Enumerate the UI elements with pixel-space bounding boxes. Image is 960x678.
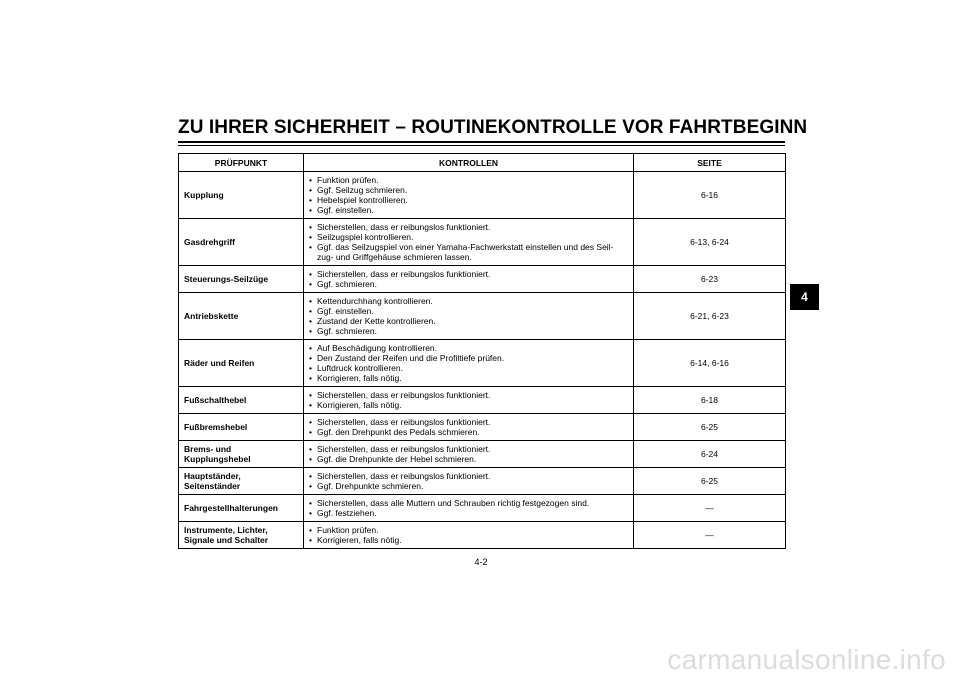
row-page-ref: 6-24 — [634, 441, 786, 468]
check-list — [309, 525, 628, 545]
check-list — [309, 390, 628, 410]
table-row — [179, 172, 786, 219]
chapter-tab — [790, 284, 819, 310]
chapter-tab-label: 4 — [801, 290, 808, 304]
row-page-ref: 6-25 — [634, 414, 786, 441]
row-checks — [304, 172, 634, 219]
check-item: • Zustand der Kette kontrollieren. — [309, 316, 628, 326]
check-item: • Hebelspiel kontrollieren. — [309, 195, 628, 205]
row-item-label: Fußbremshebel — [179, 414, 304, 441]
row-item-label: Antriebskette — [179, 293, 304, 340]
check-list — [309, 471, 628, 491]
table-row — [179, 522, 786, 549]
row-item-label: Steuerungs-Seilzüge — [179, 266, 304, 293]
table-body — [179, 172, 786, 549]
check-item: • Ggf. einstellen. — [309, 205, 628, 215]
check-list — [309, 343, 628, 383]
row-item-label: Räder und Reifen — [179, 340, 304, 387]
table-row — [179, 495, 786, 522]
check-list — [309, 269, 628, 289]
check-item: • Sicherstellen, dass er reibungslos funktioniert. — [309, 390, 628, 400]
page-title: ZU IHRER SICHERHEIT – ROUTINEKONTROLLE VOR FAHRTBEGINN — [178, 117, 808, 138]
row-checks — [304, 266, 634, 293]
row-checks — [304, 441, 634, 468]
check-item: • Sicherstellen, dass er reibungslos funktioniert. — [309, 222, 628, 232]
row-page-ref: — — [634, 495, 786, 522]
check-list — [309, 498, 628, 518]
row-item-label: Fußschalthebel — [179, 387, 304, 414]
check-item: • Korrigieren, falls nötig. — [309, 373, 628, 383]
table-row — [179, 219, 786, 266]
table-row — [179, 387, 786, 414]
row-item-label: Fahrgestellhalterungen — [179, 495, 304, 522]
row-checks — [304, 387, 634, 414]
check-item: • Korrigieren, falls nötig. — [309, 400, 628, 410]
table-row — [179, 441, 786, 468]
row-page-ref: 6-14, 6-16 — [634, 340, 786, 387]
row-checks — [304, 340, 634, 387]
check-item: • Auf Beschädigung kontrollieren. — [309, 343, 628, 353]
check-item: • Korrigieren, falls nötig. — [309, 535, 628, 545]
check-item: • Ggf. das Seilzugspiel von einer Yamaha-Fachwerkstatt einstellen und des Seil-zug- und Griffgehäuse schmieren lassen. — [309, 242, 628, 262]
row-page-ref: 6-16 — [634, 172, 786, 219]
row-page-ref: — — [634, 522, 786, 549]
check-item: • Seilzugspiel kontrollieren. — [309, 232, 628, 242]
row-checks — [304, 468, 634, 495]
table-row — [179, 414, 786, 441]
row-page-ref: 6-25 — [634, 468, 786, 495]
check-item: • Sicherstellen, dass er reibungslos funktioniert. — [309, 444, 628, 454]
check-item: • Luftdruck kontrollieren. — [309, 363, 628, 373]
check-list — [309, 296, 628, 336]
check-item: • Sicherstellen, dass er reibungslos funktioniert. — [309, 471, 628, 481]
row-checks — [304, 219, 634, 266]
routine-check-table — [178, 153, 786, 549]
row-page-ref: 6-13, 6-24 — [634, 219, 786, 266]
row-checks — [304, 414, 634, 441]
row-page-ref: 6-23 — [634, 266, 786, 293]
row-item-label: Brems- und Kupplungshebel — [179, 441, 304, 468]
table-row — [179, 266, 786, 293]
check-item: • Ggf. Seilzug schmieren. — [309, 185, 628, 195]
check-item: • Funktion prüfen. — [309, 525, 628, 535]
row-checks — [304, 293, 634, 340]
check-item: • Den Zustand der Reifen und die Profiltiefe prüfen. — [309, 353, 628, 363]
check-item: • Ggf. schmieren. — [309, 326, 628, 336]
table-row — [179, 293, 786, 340]
row-item-label: Hauptständer, Seitenständer — [179, 468, 304, 495]
check-item: • Ggf. den Drehpunkt des Pedals schmieren. — [309, 427, 628, 437]
check-item: • Ggf. die Drehpunkte der Hebel schmieren. — [309, 454, 628, 464]
check-list — [309, 175, 628, 215]
check-item: • Ggf. festziehen. — [309, 508, 628, 518]
table-header-row — [179, 154, 786, 172]
page-number: 4-2 — [474, 557, 488, 567]
check-item: • Sicherstellen, dass er reibungslos funktioniert. — [309, 269, 628, 279]
watermark: carmanualsonline.info — [667, 644, 946, 675]
check-item: • Kettendurchhang kontrollieren. — [309, 296, 628, 306]
title-rule — [178, 141, 785, 143]
row-item-label: Gasdrehgriff — [179, 219, 304, 266]
row-page-ref: 6-18 — [634, 387, 786, 414]
check-item: • Ggf. schmieren. — [309, 279, 628, 289]
check-item: • Sicherstellen, dass alle Muttern und Schrauben richtig festgezogen sind. — [309, 498, 628, 508]
row-page-ref: 6-21, 6-23 — [634, 293, 786, 340]
check-item: • Ggf. Drehpunkte schmieren. — [309, 481, 628, 491]
check-list — [309, 444, 628, 464]
row-checks — [304, 522, 634, 549]
header-checks: KONTROLLEN — [304, 154, 634, 172]
check-list — [309, 417, 628, 437]
table-row — [179, 340, 786, 387]
header-page: SEITE — [634, 154, 786, 172]
check-item: • Ggf. einstellen. — [309, 306, 628, 316]
table-row — [179, 468, 786, 495]
check-item: • Sicherstellen, dass er reibungslos funktioniert. — [309, 417, 628, 427]
title-rule-thin — [178, 145, 785, 146]
check-item: • Funktion prüfen. — [309, 175, 628, 185]
check-list — [309, 222, 628, 262]
row-item-label: Instrumente, Lichter, Signale und Schalter — [179, 522, 304, 549]
row-checks — [304, 495, 634, 522]
header-item: PRÜFPUNKT — [179, 154, 304, 172]
row-item-label: Kupplung — [179, 172, 304, 219]
